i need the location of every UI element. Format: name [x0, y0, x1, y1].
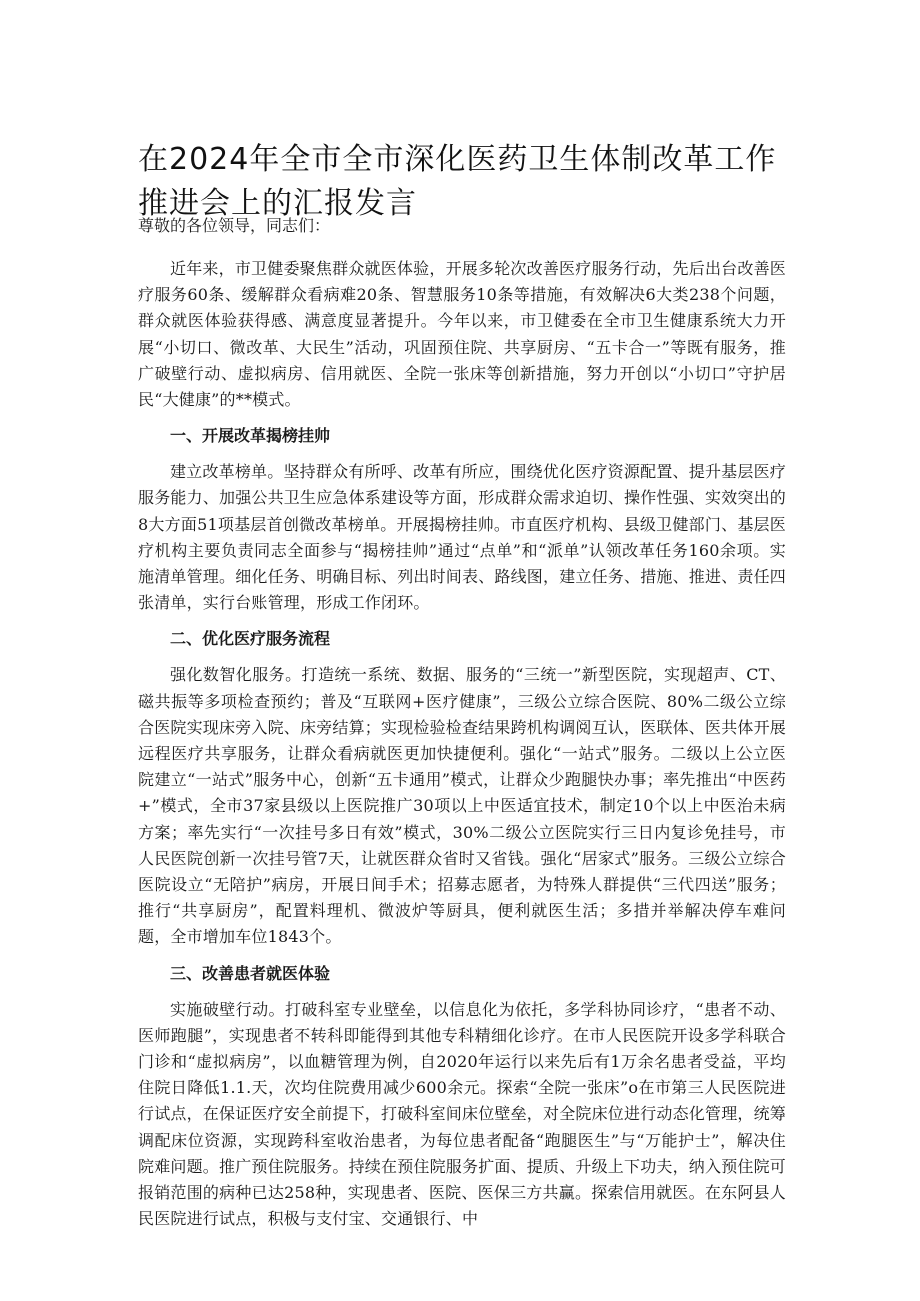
- intro-paragraph: 近年来，市卫健委聚焦群众就医体验，开展多轮次改善医疗服务行动，先后出台改善医疗服务60条、缓解群众看病难20条、智慧服务10条等措施，有效解决6大类238个问题，群众就医体验获得感、满意度显著提升。今年以来，市卫健委在全市卫生健康系统大力开展“小切口、微改革、大民生”活动，巩固预住院、共享厨房、“五卡合一”等既有服务，推广破壁行动、虚拟病房、信用就医、全院一张床等创新措施，努力开创以“小切口”守护居民“大健康”的**模式。: [138, 259, 786, 410]
- page-title: 在2024年全市全市深化医药卫生体制改革工作推进会上的汇报发言: [138, 142, 777, 221]
- section-paragraph-3: 实施破壁行动。打破科室专业壁垒，以信息化为依托，多学科协同诊疗，“患者不动、医师跑腿”，实现患者不转科即能得到其他专科精细化诊疗。在市人民医院开设多学科联合门诊和“虚拟病房”，以血糖管理为例，自2020年运行以来先后有1万余名患者受益，平均住院日降低1.1.天，次均住院费用减少600余元。探索“全院一张床”o在市第三人民医院进行试点，在保证医疗安全前提下，打破科室间床位壁垒，对全院床位进行动态化管理，统筹调配床位资源，实现跨科室收治患者，为每位患者配备“跑腿医生”与“万能护士”，解决住院难问题。推广预住院服务。持续在预住院服务扩面、提质、升级上下功夫，纳入预住院可报销范围的病种已达258种，实现患者、医院、医保三方共赢。探索信用就医。在东阿县人民医院进行试点，积极与支付宝、交通银行、中: [138, 999, 787, 1229]
- section-heading-3: 三、改善患者就医体验: [170, 963, 331, 983]
- greeting: 尊敬的各位领导，同志们：: [138, 216, 331, 235]
- section-paragraph-1: 建立改革榜单。坚持群众有所呼、改革有所应，围绕优化医疗资源配置、提升基层医疗服务能力、加强公共卫生应急体系建设等方面，形成群众需求迫切、操作性强、实效突出的8大方面51项基层首创微改革榜单。开展揭榜挂帅。市直医疗机构、县级卫健部门、基层医疗机构主要负责同志全面参与“揭榜挂帅”通过“点单”和“派单”认领改革任务160余项。实施清单管理。细化任务、明确目标、列出时间表、路线图，建立任务、措施、推进、责任四张清单，实行台账管理，形成工作闭环。: [138, 462, 787, 613]
- document-body: [138, 212, 786, 1233]
- section-heading-1: 一、开展改革揭榜挂帅: [170, 426, 331, 446]
- section-heading-2: 二、优化医疗服务流程: [170, 629, 331, 649]
- section-paragraph-2: 强化数智化服务。打造统一系统、数据、服务的“三统一”新型医院，实现超声、CT、磁共振等多项检查预约；普及“互联网+医疗健康”，三级公立综合医院、80%二级公立综合医院实现床旁入院、床旁结算；实现检验检查结果跨机构调阅互认，医联体、医共体开展远程医疗共享服务，让群众看病就医更加快捷便利。强化“一站式”服务。二级以上公立医院建立“一站式”服务中心，创新“五卡通用”模式，让群众少跑腿快办事；率先推出“中医药+”模式，全市37家县级以上医院推广30项以上中医适宜技术，制定10个以上中医治未病方案；率先实行“一次挂号多日有效”模式，30%二级公立医院实行三日内复诊免挂号，市人民医院创新一次挂号管7天，让就医群众省时又省钱。强化“居家式”服务。三级公立综合医院设立“无陪护”病房，开展日间手术；招募志愿者，为特殊人群提供“三代四送”服务；推行“共享厨房”，配置料理机、微波炉等厨具，便利就医生活；多措并举解决停车难问题，全市增加车位1843个。: [138, 665, 787, 947]
